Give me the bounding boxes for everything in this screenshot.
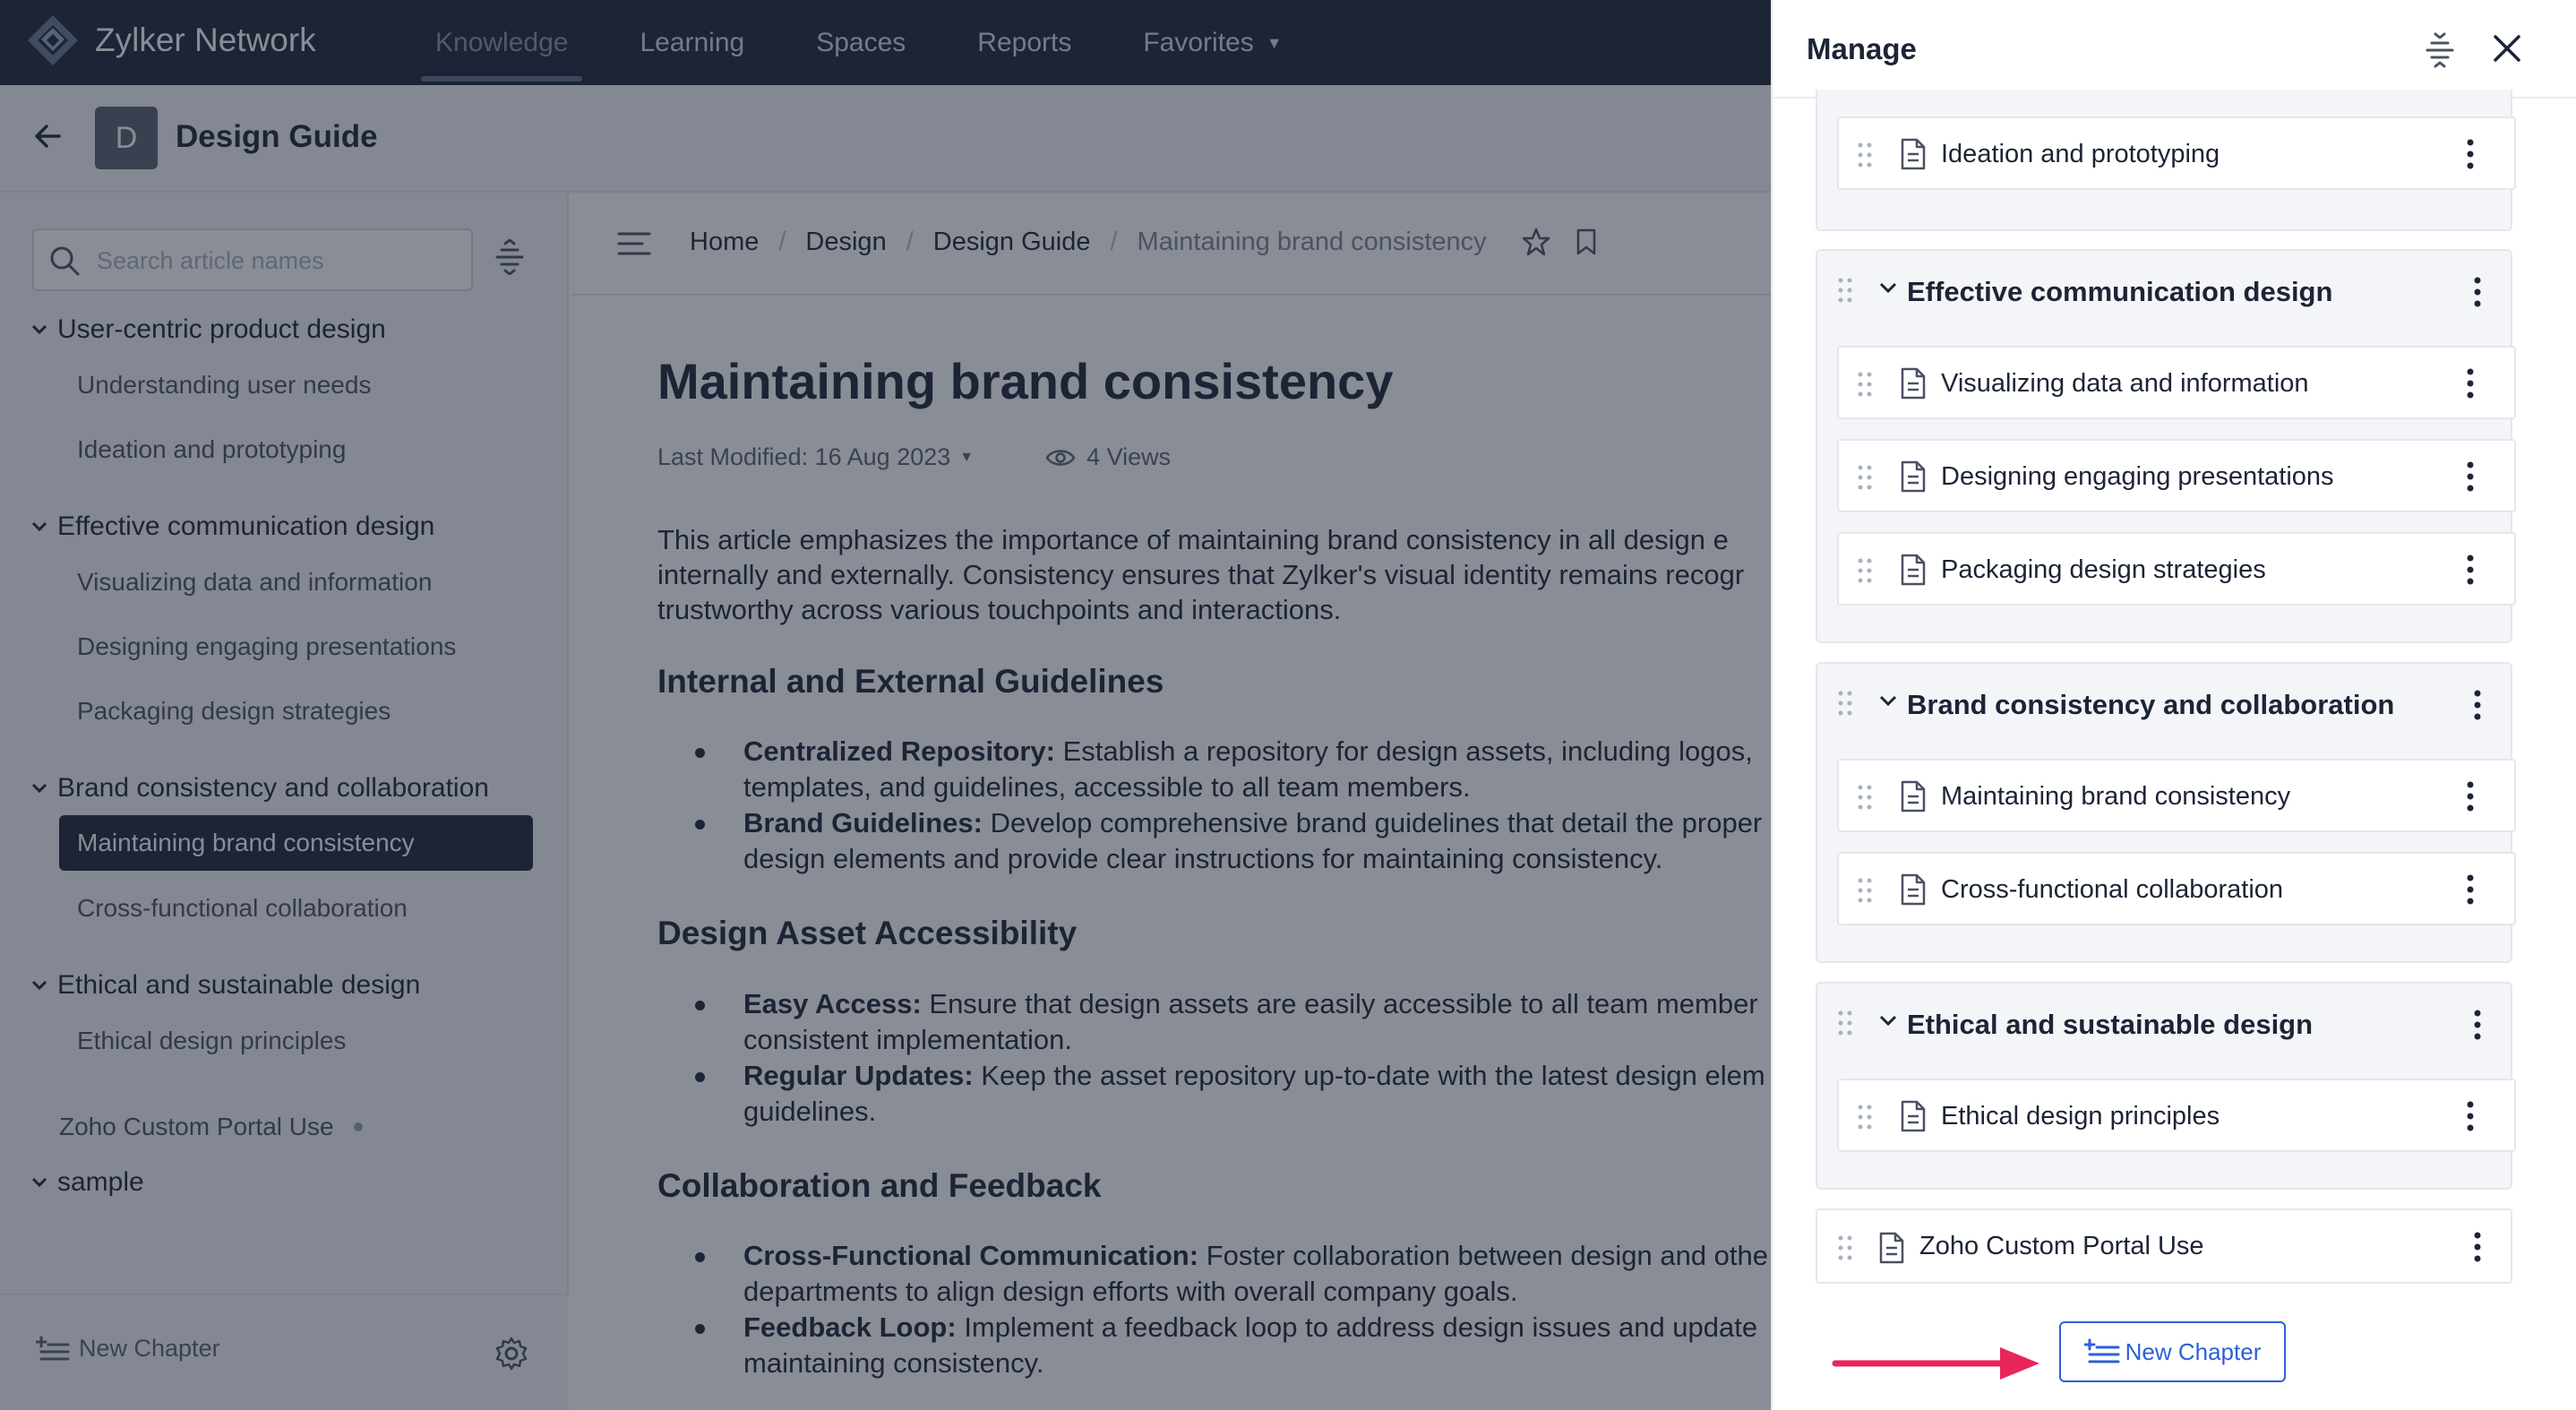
- more-options-icon[interactable]: [2466, 367, 2475, 400]
- manage-article-row[interactable]: [1837, 1079, 2516, 1152]
- annotation-arrow-icon: [1832, 1342, 2047, 1383]
- article-name: Zoho Custom Portal Use: [1919, 1232, 2204, 1260]
- more-options-icon[interactable]: [2473, 1009, 2482, 1041]
- drag-handle-icon[interactable]: [1837, 690, 1853, 717]
- document-icon: [1900, 367, 1927, 400]
- manage-chapter-row[interactable]: [1817, 251, 2514, 330]
- drag-handle-icon[interactable]: [1837, 277, 1853, 304]
- document-icon: [1900, 460, 1927, 493]
- drag-handle-icon[interactable]: [1857, 464, 1873, 491]
- drag-handle-icon[interactable]: [1857, 371, 1873, 398]
- more-options-icon[interactable]: [2466, 138, 2475, 170]
- new-chapter-button[interactable]: [2059, 1321, 2286, 1382]
- drag-handle-icon[interactable]: [1837, 1010, 1853, 1036]
- article-name: Packaging design strategies: [1941, 555, 2266, 584]
- manage-panel: [1771, 0, 2576, 1410]
- document-icon: [1900, 1100, 1927, 1132]
- drag-handle-icon[interactable]: [1857, 877, 1873, 904]
- chevron-down-icon[interactable]: [1878, 1014, 1898, 1028]
- manage-chapter-block: [1816, 662, 2512, 963]
- drag-handle-icon[interactable]: [1857, 557, 1873, 584]
- article-name: Ideation and prototyping: [1941, 140, 2220, 168]
- manage-article-row[interactable]: [1837, 116, 2516, 190]
- manage-chapter-block: [1816, 982, 2512, 1190]
- more-options-icon[interactable]: [2466, 1100, 2475, 1132]
- drag-handle-icon[interactable]: [1857, 142, 1873, 168]
- drag-handle-icon[interactable]: [1857, 1104, 1873, 1131]
- manage-article-row[interactable]: [1837, 439, 2516, 512]
- drag-handle-icon[interactable]: [1837, 1234, 1853, 1261]
- document-icon: [1900, 873, 1927, 906]
- manage-panel-header: [1773, 0, 2576, 99]
- drag-handle-icon[interactable]: [1857, 784, 1873, 811]
- article-name: Cross-functional collaboration: [1941, 875, 2284, 904]
- chapter-title: Brand consistency and collaboration: [1907, 689, 2395, 720]
- more-options-icon[interactable]: [2473, 276, 2482, 308]
- chevron-down-icon[interactable]: [1878, 694, 1898, 709]
- document-icon: [1900, 780, 1927, 812]
- document-icon: [1900, 138, 1927, 170]
- manage-panel-title: Manage: [1807, 32, 1917, 65]
- document-icon: [1878, 1232, 1905, 1264]
- manage-article-row[interactable]: [1837, 346, 2516, 419]
- manage-chapter-row[interactable]: [1817, 664, 2514, 743]
- collapse-all-icon[interactable]: [2425, 32, 2455, 68]
- more-options-icon[interactable]: [2466, 460, 2475, 493]
- article-name: Ethical design principles: [1941, 1102, 2220, 1131]
- article-name: Visualizing data and information: [1941, 369, 2309, 398]
- manage-chapter-block: [1816, 249, 2512, 643]
- more-options-icon[interactable]: [2466, 554, 2475, 586]
- article-name: Maintaining brand consistency: [1941, 782, 2291, 811]
- close-icon[interactable]: [2491, 32, 2523, 64]
- manage-chapter-row[interactable]: [1817, 984, 2514, 1062]
- more-options-icon[interactable]: [2473, 689, 2482, 721]
- manage-article-row[interactable]: [1837, 532, 2516, 606]
- add-list-icon: [2084, 1338, 2120, 1365]
- more-options-icon[interactable]: [2473, 1231, 2482, 1263]
- more-options-icon[interactable]: [2466, 873, 2475, 906]
- new-chapter-label: New Chapter: [2125, 1337, 2262, 1365]
- more-options-icon[interactable]: [2466, 780, 2475, 812]
- chevron-down-icon[interactable]: [1878, 281, 1898, 296]
- document-icon: [1900, 554, 1927, 586]
- chapter-title: Effective communication design: [1907, 276, 2333, 307]
- manage-standalone-article[interactable]: [1816, 1208, 2512, 1284]
- manage-article-row[interactable]: [1837, 759, 2516, 832]
- manage-chapter-block: [1816, 90, 2512, 231]
- manage-article-row[interactable]: [1837, 852, 2516, 925]
- article-name: Designing engaging presentations: [1941, 462, 2334, 491]
- chapter-title: Ethical and sustainable design: [1907, 1009, 2314, 1040]
